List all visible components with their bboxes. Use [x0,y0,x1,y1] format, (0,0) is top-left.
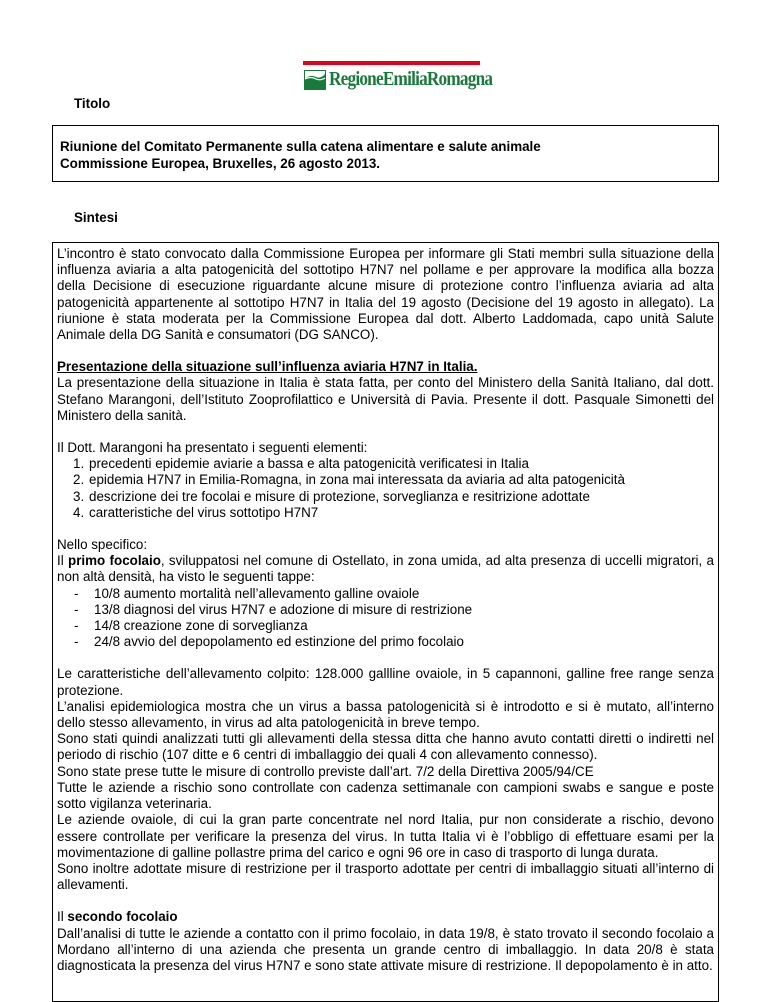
elements-list [57,456,714,521]
specific-label: Nello specifico: [57,537,148,553]
list-item: 3. descrizione dei tre focolai e misure di protezione, sorveglianza e resitrizione adottate [73,488,590,504]
steps-list [57,586,714,651]
section-heading: Presentazione della situazione sull’influenza aviaria H7N7 in Italia. [57,359,478,375]
region-logo [303,61,493,95]
elements-intro: Il Dott. Marangoni ha presentato i seguenti elementi: [57,440,368,456]
paragraph: Tutte le aziende a rischio sono controllate con cadenza settimanale con campioni swabs e sangue e poste sotto vigilanza veterinaria. [57,779,714,812]
section-heading-paragraph [57,359,714,375]
titolo-label: Titolo [74,96,111,111]
logo-text: RegioneEmiliaRomagna [329,68,493,90]
logo-red-bar [303,61,480,65]
first-outbreak-label: primo focolaio [68,553,161,569]
title-box [52,125,719,182]
first-outbreak-paragraph: Il primo focolaio, sviluppatosi nel comune di Ostellato, in zona umida, ad alta presenza di uccelli migratori, a non altà densità, ha visto le seguenti tappe: [57,553,714,585]
paragraph: Sono inoltre adottate misure di restrizione per il trasporto adottate per centri di imballaggio situati all’interno di allevamenti. [57,860,714,893]
sintesi-label: Sintesi [74,210,118,225]
list-item: - 13/8 diagnosi del virus H7N7 e adozione di misure di restrizione [74,601,473,617]
intro-paragraph: L’incontro è stato convocato dalla Commissione Europea per informare gli Stati membri sulla situazione della influenza aviaria a alta patogenicità del sottotipo H7N7 nel pollame e per approvare la modifica alla bozza della Decisione di esecuzione riguardante alcune misure di protezione contro l’influenza aviaria ad alta patogenicità appartenente al sottotipo H7N7 in Italia del 19 agosto (Decisione del 19 agosto in allegato). La riunione è stata moderata per la Commissione Europea dal dott. Alberto Laddomada, capo unità Salute Animale della DG Sanità e consumatori (DG SANCO). [57,246,714,343]
section-paragraph: La presentazione della situazione in Italia è stata fatta, per conto del Ministero della Sanità Italiano, dal dott. Stefano Marangoni, dell’Istituto Zooprofilattico e Università di Pavia. Presente il dott. Pasquale Simonetti del Ministero della sanità. [57,375,714,423]
paragraph: Le aziende ovaiole, di cui la gran parte concentrate nel nord Italia, pur non considerate a rischio, devono essere controllate per verificare la presenza del virus. In tutta Italia vi è l’obbligo di effettuare esami per la movimentazione di galline pollastre prima del carico e ogni 96 ore in caso di trasporto di lunga durata. [57,812,714,860]
summary-box [52,242,719,1002]
paragraph: Sono stati quindi analizzati tutti gli allevamenti della stessa ditta che hanno avuto contatti diretti o indiretti nel periodo di rischio (107 ditte e 6 centri di imballaggio dei quali 4 con allevamento connesso). [57,731,714,763]
list-item: - 24/8 avvio del depopolamento ed estinzione del primo focolaio [74,634,464,650]
second-outbreak-heading: Il secondo focolaio [57,909,178,925]
list-item: - 14/8 creazione zone di sorveglianza [74,618,308,634]
second-outbreak-label: secondo focolaio [67,909,178,925]
paragraph: Le caratteristiche dell’allevamento colpito: 128.000 gallline ovaiole, in 5 capannoni, galline free range senza protezione. [57,666,714,698]
paragraph: Sono state prese tutte le misure di controllo previste dall’art. 7/2 della Direttiva 2005/94/CE [57,763,594,779]
list-item: - 10/8 aumento mortalità nell’allevamento galline ovaiole [74,585,420,601]
list-item: 2. epidemia H7N7 in Emilia-Romagna, in zona mai interessata da aviaria ad alta patogenicità [73,472,625,488]
region-emblem-icon [304,70,326,90]
list-item: 4. caratteristiche del virus sottotipo H7N7 [73,504,319,520]
second-outbreak-paragraph: Dall’analisi di tutte le aziende a contatto con il primo focolaio, in data 19/8, è stato trovato il secondo focolaio a Mordano all’interno di una azienda che presenta un grande centro di imballaggio. In data 20/8 è stata diagnosticata la presenza del virus H7N7 e sono state attivate misure di restrizione. Il depopolamento è in atto. [57,925,714,973]
title-line-2: Commissione Europea, Bruxelles, 26 agosto 2013. [60,155,381,171]
list-item: 1. precedenti epidemie aviarie a bassa e alta patogenicità verificatesi in Italia [73,456,529,472]
title-line-1: Riunione del Comitato Permanente sulla catena alimentare e salute animale [60,139,541,154]
paragraph: L’analisi epidemiologica mostra che un virus a bassa patologenicità si è introdotto e si è mutato, all’interno dello stesso allevamento, in virus ad alta patologenicità in breve tempo. [57,698,714,731]
